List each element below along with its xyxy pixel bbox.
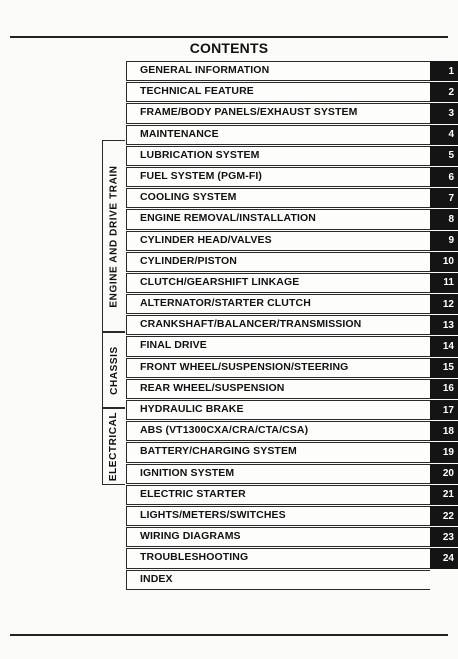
toc-row[interactable] [126, 464, 454, 484]
toc-row-label: LIGHTS/METERS/SWITCHES [140, 508, 286, 521]
section-number-tab[interactable]: 4 [430, 125, 458, 145]
toc-row[interactable] [126, 485, 454, 505]
section-number-tab[interactable]: 12 [430, 294, 458, 314]
group-label-engine: ENGINE AND DRIVE TRAIN [108, 165, 120, 308]
toc-row-label: CYLINDER HEAD/VALVES [140, 233, 272, 246]
toc-row-label: LUBRICATION SYSTEM [140, 148, 260, 161]
toc-row-label: FUEL SYSTEM (PGM-FI) [140, 169, 262, 182]
section-number-tab[interactable]: 18 [430, 421, 458, 441]
group-electrical [102, 407, 125, 485]
toc-row[interactable] [126, 209, 454, 229]
toc-row[interactable] [126, 146, 454, 166]
toc-row[interactable] [126, 400, 454, 420]
toc-row[interactable] [126, 188, 454, 208]
top-rule [10, 36, 448, 38]
toc-row-label: CLUTCH/GEARSHIFT LINKAGE [140, 275, 300, 288]
section-number-tab[interactable]: 19 [430, 442, 458, 462]
section-number-tab[interactable]: 22 [430, 506, 458, 526]
toc-row-label: ABS (VT1300CXA/CRA/CTA/CSA) [140, 424, 309, 437]
section-number-tab[interactable]: 1 [430, 61, 458, 81]
section-number-tab[interactable]: 16 [430, 379, 458, 399]
toc-row[interactable] [126, 294, 454, 314]
toc-row-label: FINAL DRIVE [140, 339, 207, 352]
section-number-tab[interactable] [430, 570, 458, 590]
toc-row[interactable] [126, 506, 454, 526]
toc-row-label: BATTERY/CHARGING SYSTEM [140, 445, 297, 458]
section-number-tab[interactable]: 5 [430, 146, 458, 166]
toc-row[interactable] [126, 570, 430, 590]
section-number-tab[interactable]: 3 [430, 103, 458, 123]
toc-row-label: FRAME/BODY PANELS/EXHAUST SYSTEM [140, 106, 358, 119]
toc-row-label: ALTERNATOR/STARTER CLUTCH [140, 297, 311, 310]
toc-row-label: COOLING SYSTEM [140, 191, 237, 204]
section-number-tab[interactable]: 15 [430, 358, 458, 378]
toc-row-label: FRONT WHEEL/SUSPENSION/STEERING [140, 360, 349, 373]
section-number-tab[interactable]: 8 [430, 209, 458, 229]
toc-row-label: ELECTRIC STARTER [140, 487, 246, 500]
section-number-tab[interactable]: 17 [430, 400, 458, 420]
toc-row[interactable] [126, 315, 454, 335]
toc-row[interactable] [126, 358, 454, 378]
toc-row[interactable] [126, 82, 454, 102]
toc-row[interactable] [126, 61, 454, 81]
toc-row[interactable] [126, 379, 454, 399]
section-number-tab[interactable]: 21 [430, 485, 458, 505]
toc-row-label: ENGINE REMOVAL/INSTALLATION [140, 212, 316, 225]
toc-row[interactable] [126, 125, 454, 145]
section-number-tab[interactable]: 10 [430, 252, 458, 272]
section-number-tab[interactable]: 24 [430, 548, 458, 568]
section-number-tab[interactable]: 23 [430, 527, 458, 547]
toc-row-label: CYLINDER/PISTON [140, 254, 237, 267]
section-number-tab[interactable]: 13 [430, 315, 458, 335]
toc-row-label: IGNITION SYSTEM [140, 466, 235, 479]
toc-row[interactable] [126, 167, 454, 187]
toc-row[interactable] [126, 442, 454, 462]
page-title: CONTENTS [189, 40, 269, 56]
contents-list [126, 61, 454, 591]
toc-row[interactable] [126, 421, 454, 441]
toc-row[interactable] [126, 252, 454, 272]
section-number-tab[interactable]: 11 [430, 273, 458, 293]
group-engine-drive-train [102, 140, 125, 333]
toc-row-label: MAINTENANCE [140, 127, 219, 140]
section-number-tab[interactable]: 14 [430, 336, 458, 356]
toc-row-label: CRANKSHAFT/BALANCER/TRANSMISSION [140, 318, 362, 331]
toc-row[interactable] [126, 336, 454, 356]
toc-row[interactable] [126, 103, 454, 123]
section-number-tab[interactable]: 6 [430, 167, 458, 187]
toc-row[interactable] [126, 273, 454, 293]
toc-row-label: HYDRAULIC BRAKE [140, 403, 244, 415]
toc-row-label: WIRING DIAGRAMS [140, 530, 241, 543]
section-number-tab[interactable]: 2 [430, 82, 458, 102]
group-label-electrical: ELECTRICAL [108, 411, 120, 481]
toc-row-label: TECHNICAL FEATURE [140, 85, 254, 98]
group-label-chassis: CHASSIS [108, 345, 120, 395]
toc-row[interactable] [126, 527, 454, 547]
group-chassis [102, 331, 125, 409]
section-number-tab[interactable]: 9 [430, 231, 458, 251]
toc-row[interactable] [126, 231, 454, 251]
toc-row-label: GENERAL INFORMATION [140, 64, 270, 76]
toc-row-label: INDEX [140, 572, 173, 585]
bottom-rule [10, 634, 448, 636]
toc-row[interactable] [126, 548, 454, 568]
toc-row-label: REAR WHEEL/SUSPENSION [140, 381, 285, 394]
section-number-tab[interactable]: 20 [430, 464, 458, 484]
section-number-tab[interactable]: 7 [430, 188, 458, 208]
toc-row-label: TROUBLESHOOTING [140, 551, 249, 564]
